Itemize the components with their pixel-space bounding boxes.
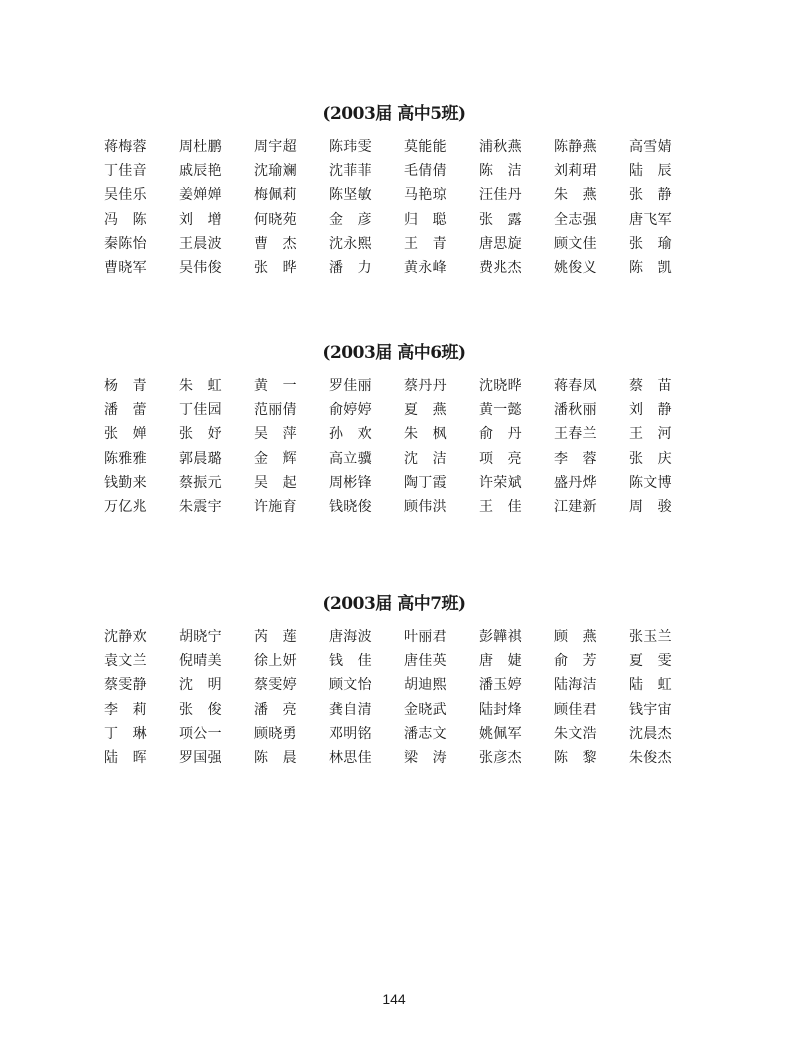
student-name: 冯 陈 bbox=[104, 211, 147, 228]
student-name: 彭韡祺 bbox=[479, 629, 522, 645]
student-name: 梁 涛 bbox=[404, 749, 447, 766]
student-name: 陆海洁 bbox=[554, 677, 597, 694]
student-name: 王 佳 bbox=[479, 498, 522, 515]
student-name: 陈 洁 bbox=[479, 163, 522, 180]
student-name: 何晓苑 bbox=[254, 211, 297, 228]
student-name: 张 妤 bbox=[179, 426, 222, 443]
student-name: 顾伟洪 bbox=[404, 498, 447, 515]
student-name: 沈菲菲 bbox=[329, 163, 372, 180]
student-name: 郭晨璐 bbox=[179, 450, 222, 467]
student-name: 梅佩莉 bbox=[254, 187, 297, 204]
student-name: 沈晓晔 bbox=[479, 378, 522, 394]
student-name: 吴佳乐 bbox=[104, 187, 147, 204]
student-name: 邓明铭 bbox=[329, 725, 372, 742]
student-name: 项 亮 bbox=[479, 450, 522, 467]
student-name: 钱宇宙 bbox=[629, 701, 672, 718]
student-name: 沈瑜斓 bbox=[254, 163, 297, 180]
student-name: 朱 枫 bbox=[404, 426, 447, 443]
student-name: 龚自清 bbox=[329, 701, 372, 718]
student-name: 曹晓军 bbox=[104, 259, 147, 276]
student-name: 丁佳园 bbox=[179, 402, 222, 419]
student-name: 陈静燕 bbox=[554, 139, 597, 155]
student-name: 蔡 苗 bbox=[629, 378, 672, 394]
student-name: 林思佳 bbox=[329, 749, 372, 766]
student-name: 张 庆 bbox=[629, 450, 672, 467]
student-name: 沈 洁 bbox=[404, 450, 447, 467]
student-name: 金 彦 bbox=[329, 211, 372, 228]
student-name: 叶丽君 bbox=[404, 629, 447, 645]
student-name: 杨 青 bbox=[104, 378, 147, 394]
student-name: 潘志文 bbox=[404, 725, 447, 742]
student-name: 胡迪熙 bbox=[404, 677, 447, 694]
student-name: 吴 起 bbox=[254, 474, 297, 491]
student-name: 潘 蕾 bbox=[104, 402, 147, 419]
student-name-grid bbox=[104, 625, 688, 770]
student-name: 俞婷婷 bbox=[329, 402, 372, 419]
student-name: 唐思旋 bbox=[479, 235, 522, 252]
student-name: 刘 增 bbox=[179, 211, 222, 228]
student-name: 项公一 bbox=[179, 725, 222, 742]
student-name: 蒋春凤 bbox=[554, 378, 597, 394]
section-title: (2003届 高中5班) bbox=[322, 104, 466, 124]
student-name: 顾文佳 bbox=[554, 235, 597, 252]
student-name: 陈坚敏 bbox=[329, 187, 372, 204]
student-name: 沈晨杰 bbox=[629, 725, 672, 742]
student-name: 周 骏 bbox=[629, 498, 672, 515]
student-name: 蔡振元 bbox=[179, 474, 222, 491]
student-name: 陈雅雅 bbox=[104, 450, 147, 467]
student-name: 陈文博 bbox=[629, 474, 672, 491]
student-name: 王晨波 bbox=[179, 235, 222, 252]
student-name: 朱 燕 bbox=[554, 187, 597, 204]
student-name: 丁 琳 bbox=[104, 725, 147, 742]
student-name: 陆 虹 bbox=[629, 677, 672, 694]
student-name: 倪晴美 bbox=[179, 653, 222, 670]
student-name: 吴 萍 bbox=[254, 426, 297, 443]
student-name: 黄 一 bbox=[254, 378, 297, 394]
student-name: 周宇超 bbox=[254, 139, 297, 155]
student-name: 钱勤来 bbox=[104, 474, 147, 491]
student-name: 陈玮雯 bbox=[329, 139, 372, 155]
student-name: 孙 欢 bbox=[329, 426, 372, 443]
student-name: 唐海波 bbox=[329, 629, 372, 645]
student-name: 陈 晨 bbox=[254, 749, 297, 766]
student-name: 张 瑜 bbox=[629, 235, 672, 252]
student-name: 姚俊义 bbox=[554, 259, 597, 276]
student-name: 王春兰 bbox=[554, 426, 597, 443]
student-name: 张玉兰 bbox=[629, 629, 672, 645]
student-name: 潘 亮 bbox=[254, 701, 297, 718]
student-name: 朱 虹 bbox=[179, 378, 222, 394]
student-name: 朱俊杰 bbox=[629, 749, 672, 766]
student-name: 唐 婕 bbox=[479, 653, 522, 670]
student-name: 周杜鹏 bbox=[179, 139, 222, 155]
student-name: 罗佳丽 bbox=[329, 378, 372, 394]
student-name-grid bbox=[104, 135, 688, 280]
student-name: 归 聪 bbox=[404, 211, 447, 228]
student-name: 陈 黎 bbox=[554, 749, 597, 766]
student-name: 顾佳君 bbox=[554, 701, 597, 718]
student-name: 蔡丹丹 bbox=[404, 378, 447, 394]
student-name: 俞 芳 bbox=[554, 653, 597, 670]
student-name: 沈永熙 bbox=[329, 235, 372, 252]
student-name: 张 晔 bbox=[254, 259, 297, 276]
student-name: 顾文怡 bbox=[329, 677, 372, 694]
student-name: 胡晓宁 bbox=[179, 629, 222, 645]
student-name: 黄永峰 bbox=[404, 259, 447, 276]
section-title: (2003届 高中7班) bbox=[322, 594, 466, 614]
student-name: 毛倩倩 bbox=[404, 163, 447, 180]
student-name: 陆 晖 bbox=[104, 749, 147, 766]
student-name: 高立骥 bbox=[329, 450, 372, 467]
student-name: 蔡雯静 bbox=[104, 677, 147, 694]
student-name: 张 露 bbox=[479, 211, 522, 228]
student-name: 唐佳英 bbox=[404, 653, 447, 670]
student-name: 袁文兰 bbox=[104, 653, 147, 670]
student-name: 汪佳丹 bbox=[479, 187, 522, 204]
student-name: 姚佩军 bbox=[479, 725, 522, 742]
student-name: 李 蓉 bbox=[554, 450, 597, 467]
student-name: 钱 佳 bbox=[329, 653, 372, 670]
student-name: 张 俊 bbox=[179, 701, 222, 718]
student-name: 高雪婧 bbox=[629, 139, 672, 155]
student-name: 朱震宇 bbox=[179, 498, 222, 515]
student-name: 刘莉珺 bbox=[554, 163, 597, 180]
student-name-grid bbox=[104, 374, 688, 519]
student-name: 李 莉 bbox=[104, 701, 147, 718]
student-name: 陈 凯 bbox=[629, 259, 672, 276]
student-name: 陶丁霞 bbox=[404, 474, 447, 491]
student-name: 万亿兆 bbox=[104, 498, 147, 515]
student-name: 俞 丹 bbox=[479, 426, 522, 443]
student-name: 顾 燕 bbox=[554, 629, 597, 645]
student-name: 盛丹烨 bbox=[554, 474, 597, 491]
student-name: 王 青 bbox=[404, 235, 447, 252]
student-name: 唐飞军 bbox=[629, 211, 672, 228]
student-name: 夏 雯 bbox=[629, 653, 672, 670]
student-name: 黄一懿 bbox=[479, 402, 522, 419]
student-name: 徐上妍 bbox=[254, 653, 297, 670]
student-name: 陆 辰 bbox=[629, 163, 672, 180]
student-name: 王 河 bbox=[629, 426, 672, 443]
student-name: 张 静 bbox=[629, 187, 672, 204]
student-name: 吴伟俊 bbox=[179, 259, 222, 276]
student-name: 朱文浩 bbox=[554, 725, 597, 742]
student-name: 钱晓俊 bbox=[329, 498, 372, 515]
student-name: 江建新 bbox=[554, 498, 597, 515]
student-name: 夏 燕 bbox=[404, 402, 447, 419]
student-name: 周彬锋 bbox=[329, 474, 372, 491]
student-name: 蔡雯婷 bbox=[254, 677, 297, 694]
student-name: 丁佳音 bbox=[104, 163, 147, 180]
student-name: 金晓武 bbox=[404, 701, 447, 718]
student-name: 芮 莲 bbox=[254, 629, 297, 645]
student-name: 全志强 bbox=[554, 211, 597, 228]
student-name: 许施育 bbox=[254, 498, 297, 515]
student-name: 潘 力 bbox=[329, 259, 372, 276]
student-name: 姜婵婵 bbox=[179, 187, 222, 204]
student-name: 范丽倩 bbox=[254, 402, 297, 419]
student-name: 费兆杰 bbox=[479, 259, 522, 276]
student-name: 罗国强 bbox=[179, 749, 222, 766]
student-name: 许荣斌 bbox=[479, 474, 522, 491]
student-name: 潘玉婷 bbox=[479, 677, 522, 694]
student-name: 沈静欢 bbox=[104, 629, 147, 645]
student-name: 秦陈怡 bbox=[104, 235, 147, 252]
student-name: 蒋梅蓉 bbox=[104, 139, 147, 155]
student-name: 马艳琼 bbox=[404, 187, 447, 204]
student-name: 陆封烽 bbox=[479, 701, 522, 718]
student-name: 顾晓勇 bbox=[254, 725, 297, 742]
student-name: 戚辰艳 bbox=[179, 163, 222, 180]
student-name: 张彦杰 bbox=[479, 749, 522, 766]
student-name: 潘秋丽 bbox=[554, 402, 597, 419]
student-name: 金 辉 bbox=[254, 450, 297, 467]
student-name: 浦秋燕 bbox=[479, 139, 522, 155]
section-title: (2003届 高中6班) bbox=[322, 343, 466, 363]
student-name: 张 婵 bbox=[104, 426, 147, 443]
student-name: 曹 杰 bbox=[254, 235, 297, 252]
student-name: 莫能能 bbox=[404, 139, 447, 155]
student-name: 刘 静 bbox=[629, 402, 672, 419]
student-name: 沈 明 bbox=[179, 677, 222, 694]
page-number: 144 bbox=[382, 991, 406, 1007]
